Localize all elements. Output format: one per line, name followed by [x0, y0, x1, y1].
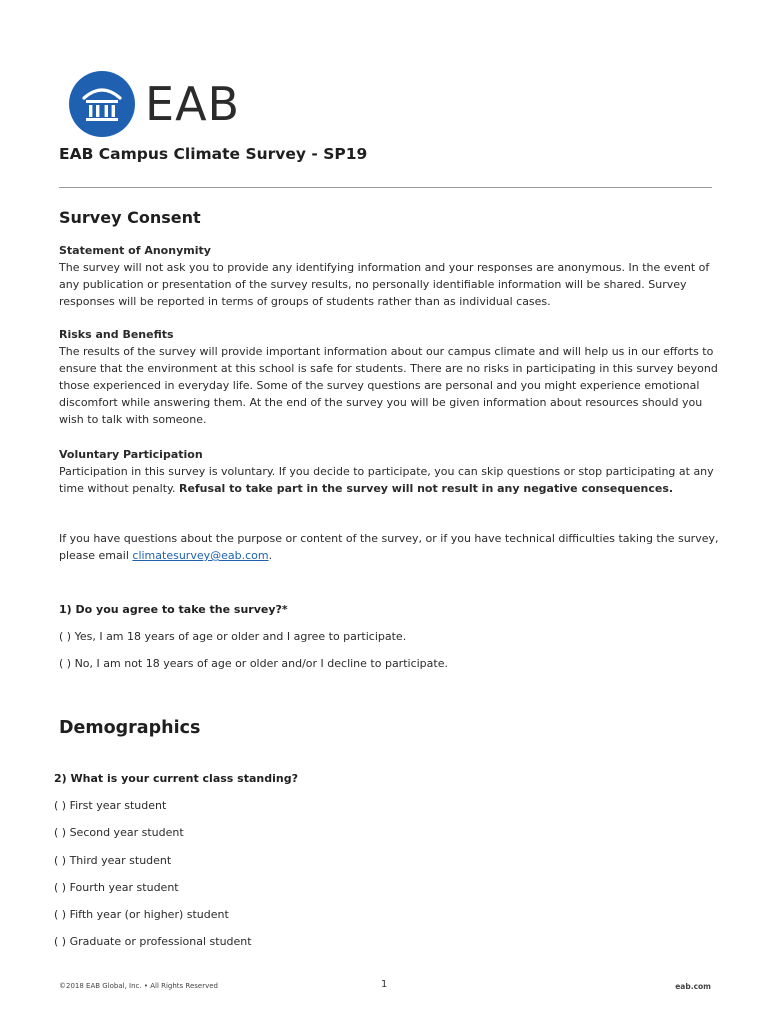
risks-title: Risks and Benefits: [59, 328, 174, 341]
question-2-label: 2) What is your current class standing?: [54, 772, 298, 785]
q2-option-second-year[interactable]: ( ) Second year student: [54, 826, 184, 839]
q1-option-yes[interactable]: ( ) Yes, I am 18 years of age or older and I agree to participate.: [59, 630, 407, 643]
contact-trailing: .: [268, 549, 273, 562]
risks-section: [59, 326, 719, 428]
voluntary-text: Participation in this survey is voluntary. If you decide to participate, you can skip questions or stop participating at any time without penalty.: [59, 465, 714, 495]
voluntary-title: Voluntary Participation: [59, 448, 203, 461]
anonymity-title: Statement of Anonymity: [59, 244, 211, 257]
voluntary-bold-text: Refusal to take part in the survey will not result in any negative consequences.: [178, 482, 674, 495]
q2-option-third-year[interactable]: ( ) Third year student: [54, 854, 172, 867]
risks-text: The results of the survey will provide important information about our campus climate and will help us in our efforts to ensure that the environment at this school is safe for students. There are no risks in participating in this survey beyond those experienced in everyday life. Some of the survey questions are personal and you might experience emotional discomfort while answering them. At the end of the survey you will be given information about resources should you wish to talk with someone.: [59, 345, 718, 426]
q2-option-first-year[interactable]: ( ) First year student: [54, 799, 167, 812]
contact-text: If you have questions about the purpose or content of the survey, or if you have technical difficulties taking the survey, please email: [59, 532, 719, 562]
q2-option-fourth-year[interactable]: ( ) Fourth year student: [54, 881, 179, 894]
eab-logo: [69, 71, 240, 137]
question-1-label: 1) Do you agree to take the survey?*: [59, 603, 288, 616]
q2-option-graduate[interactable]: ( ) Graduate or professional student: [54, 935, 252, 948]
footer-copyright: ©2018 EAB Global, Inc. • All Rights Reserved: [59, 982, 219, 990]
contact-section: [59, 530, 719, 564]
demographics-heading: Demographics: [59, 718, 201, 738]
anonymity-section: [59, 242, 719, 310]
voluntary-section: [59, 446, 719, 497]
title-divider: [59, 187, 712, 188]
anonymity-text: The survey will not ask you to provide any identifying information and your responses are anonymous. In the event of any publication or presentation of the survey results, no personally identifiable information will be shared. Survey responses will be reported in terms of groups of students rather than as individual cases.: [59, 261, 710, 308]
document-title: EAB Campus Climate Survey - SP19: [59, 145, 368, 163]
building-columns-icon: [69, 71, 135, 137]
footer-page-number: 1: [381, 979, 388, 990]
footer-site: eab.com: [675, 982, 711, 991]
contact-email-link[interactable]: climatesurvey@eab.com: [132, 549, 269, 562]
q1-option-no[interactable]: ( ) No, I am not 18 years of age or older and/or I decline to participate.: [59, 657, 448, 670]
logo-wordmark: EAB: [145, 77, 241, 131]
q2-option-fifth-year[interactable]: ( ) Fifth year (or higher) student: [54, 908, 229, 921]
survey-consent-heading: Survey Consent: [59, 208, 201, 227]
